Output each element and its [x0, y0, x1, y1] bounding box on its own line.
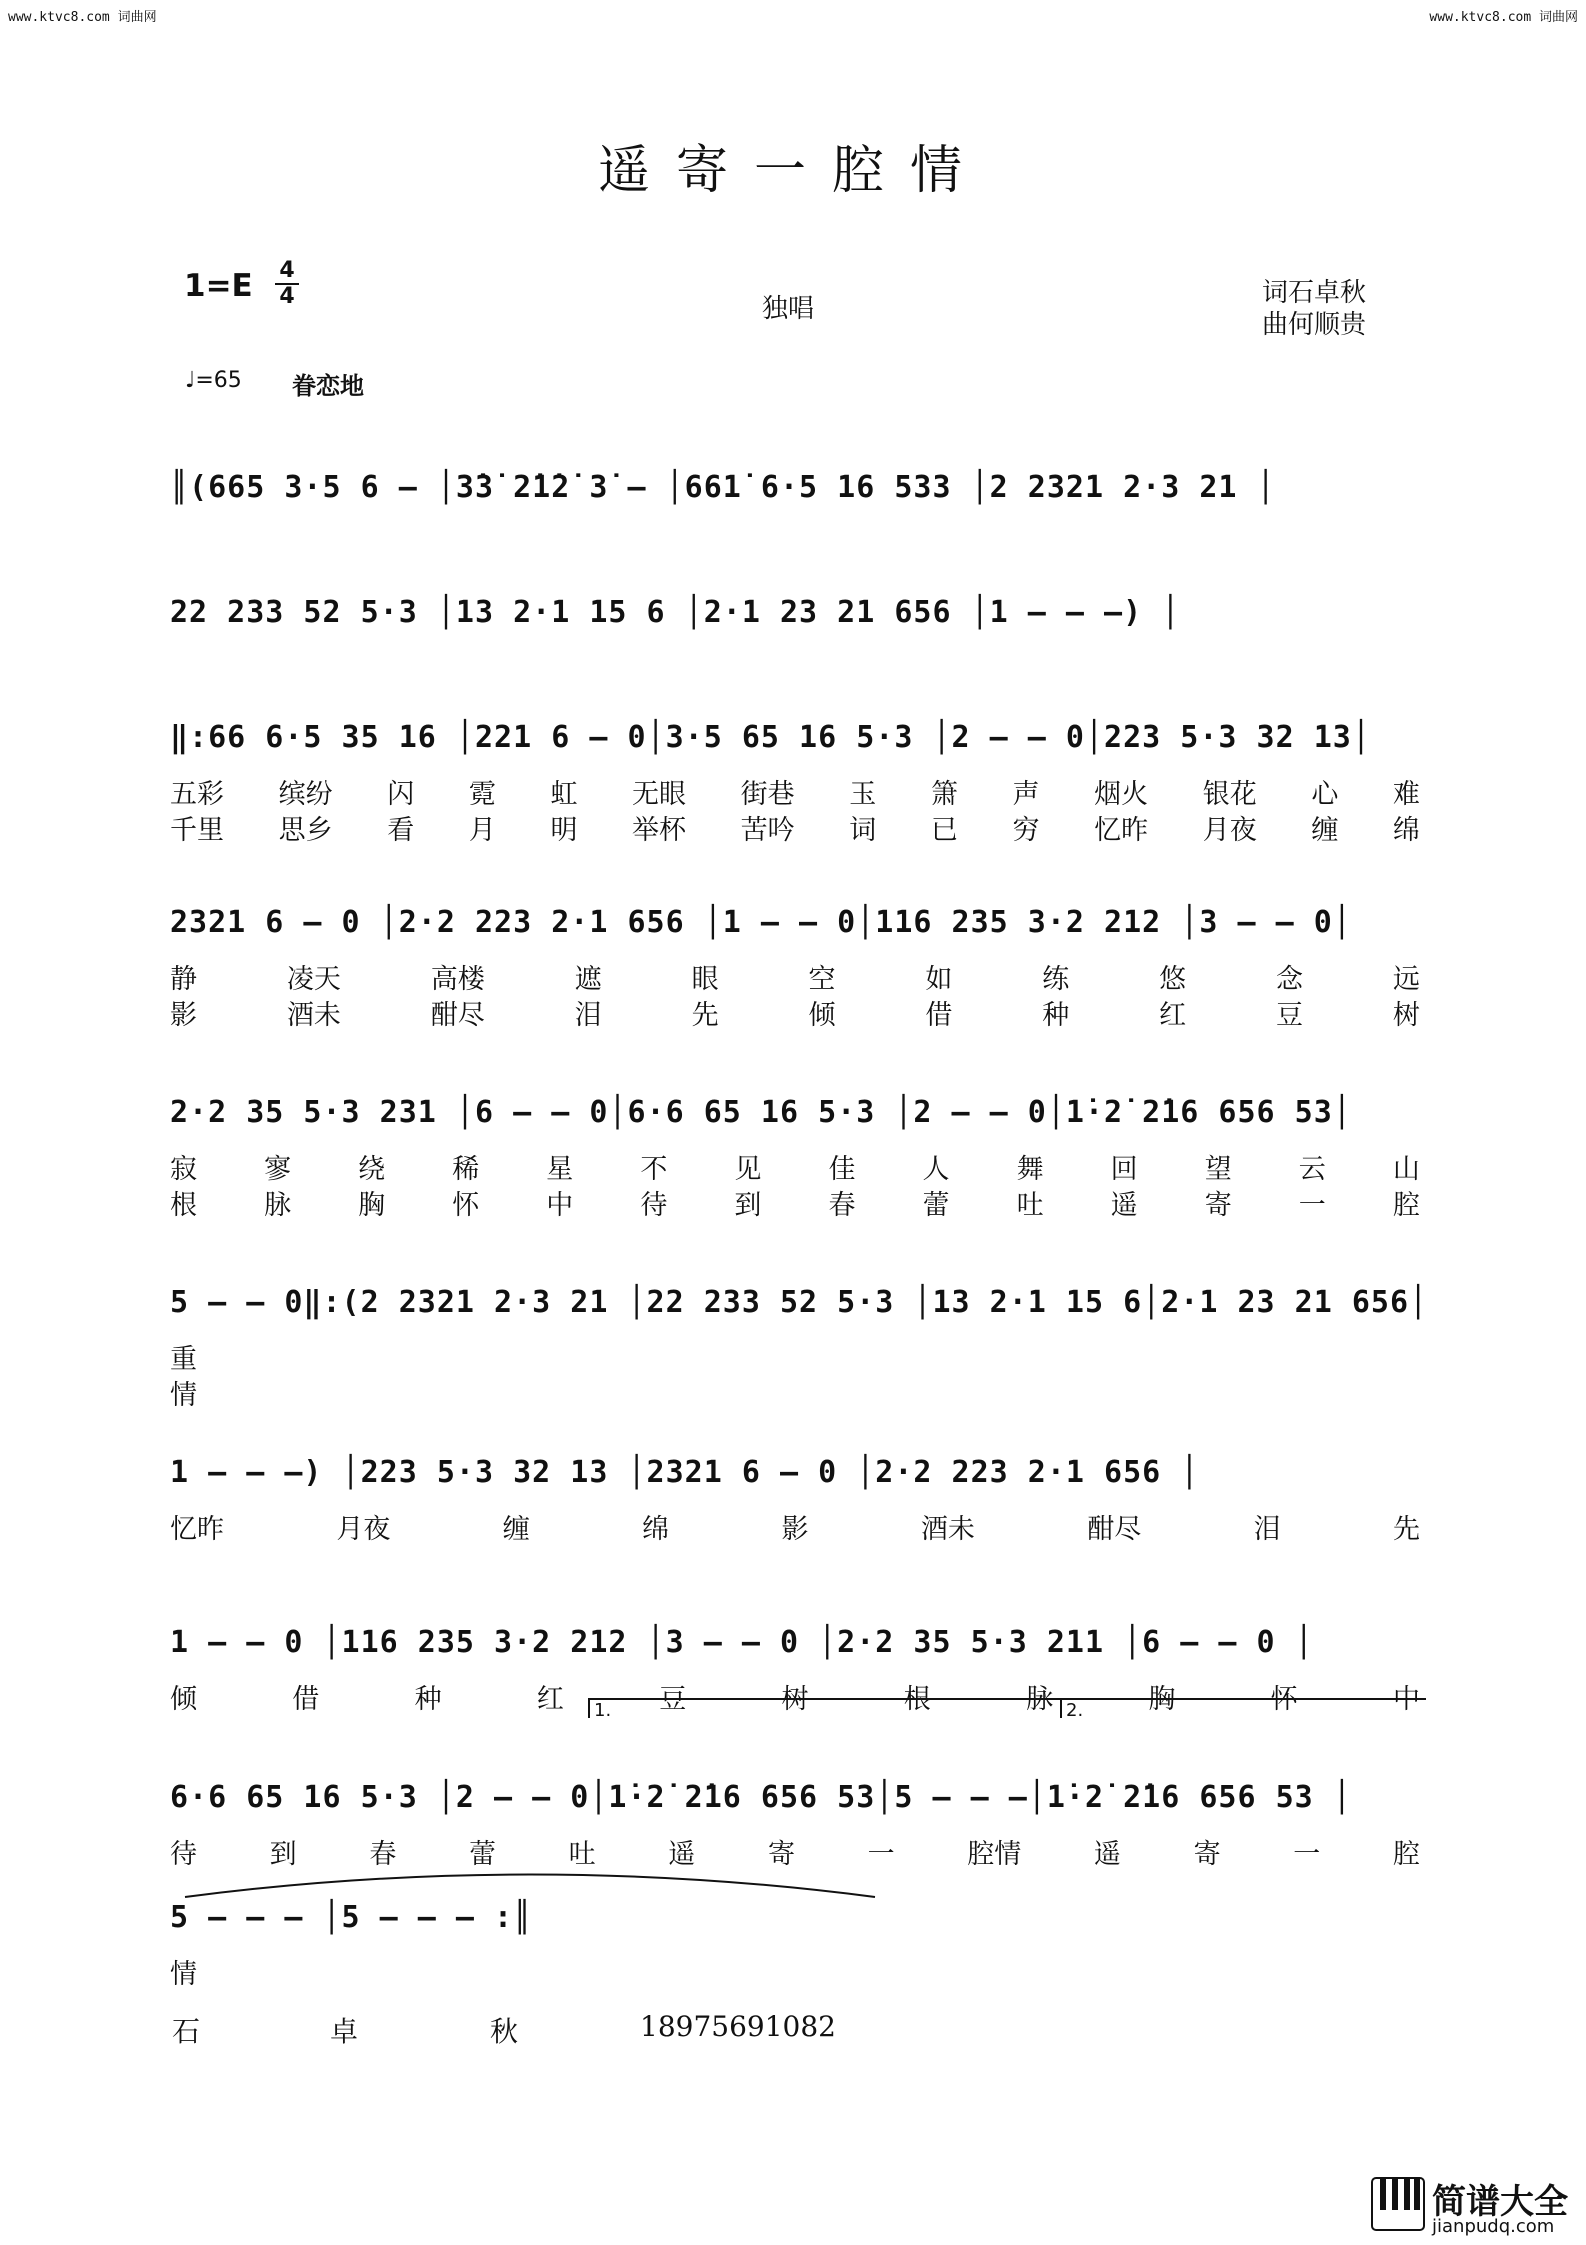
lyric-word: 忆昨 [1094, 815, 1149, 846]
lyric-word: 豆 [659, 1684, 687, 1715]
lyric-word: 回 [1110, 1154, 1138, 1185]
lyric-word: 遥 [668, 1839, 696, 1870]
lyric-word: 腔 [1392, 1190, 1420, 1221]
lyric-word: 词 [849, 815, 877, 846]
lyric-word: 街巷 [740, 779, 795, 810]
lyric-word: 先 [1393, 1514, 1420, 1545]
lyric-word: 寄 [1204, 1190, 1232, 1221]
footer-name-1: 石 [172, 2015, 201, 2048]
lyric-word: 酣尽 [430, 1000, 485, 1031]
lyric-row-verse-2 [170, 1373, 1420, 1412]
lyric-word: 绵 [1392, 815, 1420, 846]
lyric-word: 缠 [502, 1514, 530, 1545]
lyric-word: 影 [170, 1000, 197, 1031]
tempo-marking: ♩=65 [185, 368, 242, 393]
lyric-word: 烟火 [1094, 779, 1149, 810]
lyric-word: 蕾 [468, 1839, 496, 1870]
lyric-word: 酒未 [286, 1000, 341, 1031]
lyric-word: 山 [1392, 1154, 1420, 1185]
lyric-word: 吐 [568, 1839, 596, 1870]
logo-text: 简谱大全 [1432, 2182, 1568, 2222]
lyric-word: 舞 [1016, 1154, 1044, 1185]
lyric-word: 云 [1298, 1154, 1326, 1185]
tie-arc [180, 1862, 880, 1902]
lyric-word: 见 [734, 1154, 762, 1185]
lyric-row-verse-1 [170, 1507, 1420, 1546]
lyric-word: 一 [1298, 1190, 1326, 1221]
notation-line: 1 – – –) │223 5·3 32 13 │2321 6 – 0 │2·2 223 2·1 656 │ [170, 1455, 1200, 1490]
key-signature: 1=E [184, 268, 253, 304]
lyric-word: 胸 [358, 1190, 386, 1221]
notation-line: 5 – – 0‖:(2 2321 2·3 21 │22 233 52 5·3 │13 2·1 15 6│2·1 23 21 656│ [170, 1285, 1429, 1320]
lyric-word: 倾 [170, 1684, 197, 1715]
lyric-word: 穷 [1012, 815, 1040, 846]
lyric-word: 根 [903, 1684, 931, 1715]
time-signature-bottom: 4 [279, 284, 295, 309]
performance-type: 独唱 [762, 294, 815, 324]
lyric-word: 玉 [849, 779, 877, 810]
lyric-word: 高楼 [430, 964, 485, 995]
time-signature [275, 260, 299, 308]
lyric-word: 到 [734, 1190, 762, 1221]
lyric-word: 腔情 [967, 1839, 1022, 1870]
lyric-word: 苦吟 [740, 815, 795, 846]
lyric-word: 泪 [1253, 1514, 1281, 1545]
time-signature-top: 4 [279, 258, 295, 283]
lyric-word: 豆 [1276, 1000, 1304, 1031]
lyric-word: 绵 [642, 1514, 670, 1545]
notation-line: 2·2 35 5·3 231 │6 – – 0│6·6 65 16 5·3 │2 – – 0│1̇·2̇ 2̇16 656 53│ [170, 1095, 1352, 1130]
lyric-word: 思乡 [278, 815, 333, 846]
volta-second-ending: 2. [1060, 1698, 1426, 1718]
lyric-word: 借 [925, 1000, 953, 1031]
lyric-word: 明 [550, 815, 578, 846]
lyric-word: 春 [369, 1839, 397, 1870]
lyric-row-verse-2 [170, 1183, 1420, 1222]
lyric-word: 怀 [452, 1190, 480, 1221]
lyric-word: 重 [170, 1344, 197, 1375]
lyric-row-verse-1 [170, 1147, 1420, 1186]
lyric-word: 情 [170, 1959, 197, 1990]
footer-name-2: 卓 [330, 2015, 359, 2048]
lyric-word: 寥 [264, 1154, 292, 1185]
lyric-word: 一 [1293, 1839, 1321, 1870]
lyric-word: 举杯 [632, 815, 687, 846]
lyric-word: 脉 [1026, 1684, 1054, 1715]
lyric-word: 借 [292, 1684, 320, 1715]
lyric-word: 千里 [170, 815, 224, 846]
lyric-word: 怀 [1270, 1684, 1298, 1715]
lyric-row-verse-2 [170, 808, 1420, 847]
lyric-word: 寄 [1193, 1839, 1221, 1870]
lyric-word: 酣尽 [1087, 1514, 1142, 1545]
lyric-word: 酒未 [920, 1514, 975, 1545]
lyric-word: 中 [1392, 1684, 1420, 1715]
site-header-left: www.ktvc8.com 词曲网 [8, 10, 157, 25]
lyric-word: 寂 [170, 1154, 197, 1185]
lyric-word: 静 [170, 964, 197, 995]
lyric-word: 泪 [574, 1000, 602, 1031]
lyric-word: 情 [170, 1380, 197, 1411]
lyric-word: 寄 [767, 1839, 795, 1870]
lyric-word: 绕 [358, 1154, 386, 1185]
lyric-word: 如 [925, 964, 953, 995]
lyric-word: 待 [170, 1839, 197, 1870]
notation-line: 22 233 52 5·3 │13 2·1 15 6 │2·1 23 21 656 │1 – – –) │ [170, 595, 1181, 630]
lyric-word: 脉 [264, 1190, 292, 1221]
lyric-word: 到 [269, 1839, 297, 1870]
lyric-row-verse-1 [170, 957, 1420, 996]
lyric-word: 无眼 [632, 779, 687, 810]
lyric-row-verse-1 [170, 1952, 1420, 1991]
lyric-word: 胸 [1148, 1684, 1176, 1715]
lyric-word: 银花 [1202, 779, 1257, 810]
notation-line: 6·6 65 16 5·3 │2 – – 0│1̇·2̇ 2̇16 656 53│5 – – –│1̇·2̇ 2̇16 656 53 │ [170, 1780, 1352, 1815]
site-logo [1370, 2170, 1580, 2240]
lyric-word: 难 [1392, 779, 1420, 810]
lyric-word: 根 [170, 1190, 197, 1221]
site-header-right: www.ktvc8.com 词曲网 [1429, 10, 1578, 25]
lyric-word: 五彩 [170, 779, 224, 810]
lyric-word: 种 [414, 1684, 442, 1715]
lyric-word: 心 [1311, 779, 1339, 810]
lyric-word: 树 [781, 1684, 809, 1715]
lyric-word: 遥 [1110, 1190, 1138, 1221]
footer-phone: 18975691082 [640, 2010, 836, 2043]
expression-marking: 眷恋地 [292, 372, 364, 400]
lyric-word: 不 [640, 1154, 668, 1185]
lyric-word: 红 [536, 1684, 564, 1715]
volta-first-ending: 1. [588, 1698, 1064, 1718]
lyric-word: 稀 [452, 1154, 480, 1185]
lyric-word: 树 [1392, 1000, 1420, 1031]
lyric-word: 待 [640, 1190, 668, 1221]
notation-line: ║(665 3·5 6 – │3̇3̇ 2̇1̇2̇ 3̇ – │661̇ 6·5 16 533 │2 2321 2·3 21 │ [170, 470, 1276, 505]
lyric-word: 先 [691, 1000, 719, 1031]
lyric-word: 星 [546, 1154, 574, 1185]
lyric-word: 腔 [1392, 1839, 1420, 1870]
lyric-word: 凌天 [286, 964, 341, 995]
lyric-word: 眼 [691, 964, 719, 995]
lyric-word: 缤纷 [278, 779, 333, 810]
song-title: 遥寄一腔情 [597, 141, 988, 201]
lyric-word: 虹 [550, 779, 578, 810]
lyric-word: 空 [808, 964, 836, 995]
lyric-word: 望 [1204, 1154, 1232, 1185]
lyric-word: 闪 [387, 779, 415, 810]
lyric-word: 悠 [1159, 964, 1187, 995]
lyric-row-verse-1 [170, 772, 1420, 811]
lyric-word: 已 [930, 815, 958, 846]
lyricist-credit: 词石卓秋 [1262, 278, 1367, 308]
lyric-word: 中 [546, 1190, 574, 1221]
lyric-word: 霓 [468, 779, 496, 810]
lyric-word: 箫 [930, 779, 958, 810]
lyric-word: 遮 [574, 964, 602, 995]
lyric-word: 远 [1392, 964, 1420, 995]
lyric-word: 种 [1042, 1000, 1070, 1031]
lyric-word: 月夜 [336, 1514, 391, 1545]
logo-url: jianpudq.com [1432, 2216, 1555, 2237]
lyric-word: 月夜 [1202, 815, 1257, 846]
lyric-word: 红 [1159, 1000, 1187, 1031]
lyric-row-verse-1 [170, 1337, 1420, 1376]
lyric-word: 人 [922, 1154, 950, 1185]
lyric-word: 缠 [1311, 815, 1339, 846]
lyric-word: 春 [828, 1190, 856, 1221]
lyric-word: 声 [1012, 779, 1040, 810]
lyric-word: 一 [867, 1839, 895, 1870]
lyric-word: 念 [1276, 964, 1304, 995]
lyric-word: 遥 [1093, 1839, 1121, 1870]
lyric-row-verse-2 [170, 993, 1420, 1032]
lyric-word: 忆昨 [170, 1514, 224, 1545]
lyric-word: 佳 [828, 1154, 856, 1185]
lyric-word: 月 [468, 815, 496, 846]
lyric-word: 倾 [808, 1000, 836, 1031]
footer-name-3: 秋 [490, 2015, 519, 2048]
notation-line: 2321 6 – 0 │2·2 223 2·1 656 │1 – – 0│116 235 3·2 212 │3 – – 0│ [170, 905, 1352, 940]
lyric-word: 看 [387, 815, 415, 846]
lyric-word: 练 [1042, 964, 1070, 995]
composer-credit: 曲何顺贵 [1262, 310, 1367, 340]
notation-line: ‖:66 6·5 35 16 │221 6 – 0│3·5 65 16 5·3 │2 – – 0│223 5·3 32 13│ [170, 720, 1371, 755]
lyric-word: 影 [781, 1514, 809, 1545]
lyric-word: 吐 [1016, 1190, 1044, 1221]
notation-line: 1 – – 0 │116 235 3·2 212 │3 – – 0 │2·2 35 5·3 211 │6 – – 0 │ [170, 1625, 1314, 1660]
notation-line: 5 – – – │5 – – – :║ [170, 1900, 533, 1935]
lyric-word: 蕾 [922, 1190, 950, 1221]
